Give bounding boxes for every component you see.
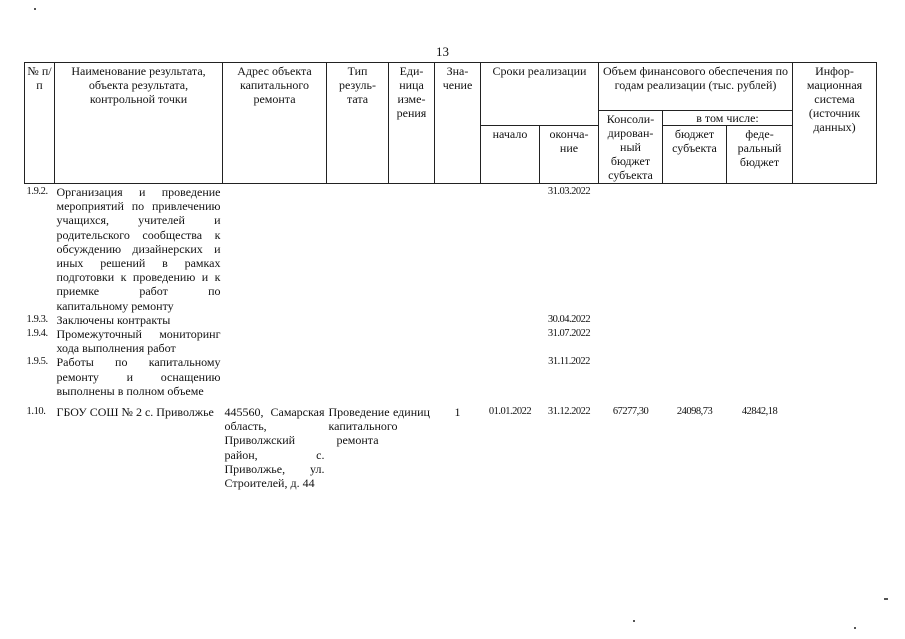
table-row [25, 184, 877, 313]
row-type [327, 313, 389, 327]
header-finance: Объем финансового обеспечения по годам реализации (тыс. рублей) [599, 63, 793, 111]
row-subject-budget: 24098,73 [676, 406, 713, 418]
row-num: 1.9.4. [26, 328, 48, 340]
row-federal-budget [727, 355, 793, 398]
row-address [223, 355, 327, 398]
row-type [327, 327, 389, 355]
header-including: в том числе: [663, 111, 793, 126]
row-subject-budget [663, 355, 727, 398]
row-value: 1 [454, 405, 461, 420]
row-address [223, 327, 327, 355]
header-terms: Сроки реализации [481, 63, 599, 126]
header-start: начало [481, 126, 540, 184]
row-start [481, 313, 540, 327]
row-info [793, 355, 877, 398]
header-value: Зна- чение [435, 63, 481, 184]
scan-speck [854, 627, 856, 629]
row-type: Проведение капитального ремонта [328, 405, 398, 448]
row-federal-budget [727, 313, 793, 327]
header-address: Адрес объекта капитального ремонта [223, 63, 327, 184]
row-start: 01.01.2022 [488, 406, 532, 418]
row-end: 31.11.2022 [548, 356, 590, 368]
page-number: 13 [436, 44, 449, 59]
row-type [327, 355, 389, 398]
table-row [25, 327, 877, 355]
header-end: оконча- ние [540, 126, 599, 184]
row-subject-budget [663, 327, 727, 355]
header-info: Инфор- мационная система (источник данных) [793, 63, 877, 184]
header-subject-budget: бюджет субъекта [663, 126, 727, 184]
row-consolidated [599, 313, 663, 327]
row-end: 31.07.2022 [547, 328, 591, 340]
row-address [223, 184, 327, 313]
row-unit: единиц [393, 405, 430, 420]
row-name: Промежуточный мониторинг хода выполнения работ [56, 327, 221, 356]
row-type [327, 184, 389, 313]
row-address: 445560, Самарская область, Приволжский район, с. Приволжье, ул. Строителей, д. 44 [224, 405, 325, 491]
row-federal-budget [727, 184, 793, 313]
row-unit [389, 313, 435, 327]
row-name: Организация и проведение мероприятий по привлечению учащихся, учителей и родительского сообщества к обсуждению дизайнерских и иных решений в рамках подготовки к проведению и к приемке работ по капитальному ремонту [56, 185, 221, 313]
row-federal-budget: 42842,18 [741, 406, 778, 418]
row-end: 31.12.2022 [547, 406, 591, 418]
table-row [25, 398, 877, 490]
results-table [24, 62, 877, 490]
row-subject-budget [663, 184, 727, 313]
row-unit [389, 184, 435, 313]
row-name: Работы по капитальному ремонту и оснащению выполнены в полном объеме [56, 355, 221, 398]
row-consolidated [599, 327, 663, 355]
scan-speck [884, 598, 888, 600]
row-num: 1.10. [26, 406, 46, 418]
row-end: 31.03.2022 [547, 186, 591, 197]
table-row [25, 313, 877, 327]
header-name: Наименование результата, объекта результата, контрольной точки [55, 63, 223, 184]
row-unit [389, 355, 435, 398]
row-num: 1.9.5. [26, 356, 48, 368]
row-name: ГБОУ СОШ № 2 с. Приволжье [56, 405, 214, 420]
scan-speck [633, 620, 635, 622]
row-info [793, 327, 877, 355]
row-unit [389, 327, 435, 355]
row-end: 30.04.2022 [547, 313, 591, 325]
row-info [793, 398, 877, 490]
table-row [25, 355, 877, 398]
row-start [481, 184, 540, 313]
row-start [481, 355, 540, 398]
row-federal-budget [727, 327, 793, 355]
row-info [793, 313, 877, 327]
header-type: Тип резуль- тата [327, 63, 389, 184]
table-header [25, 63, 877, 184]
row-consolidated [599, 184, 663, 313]
header-unit: Еди- ница изме- рения [389, 63, 435, 184]
row-address [223, 313, 327, 327]
row-name: Заключены контракты [56, 312, 171, 327]
row-value [435, 184, 481, 313]
row-consolidated: 67277,30 [612, 406, 649, 418]
row-info [793, 184, 877, 313]
row-subject-budget [663, 313, 727, 327]
header-num: № п/п [25, 63, 55, 184]
header-federal-budget: феде- ральный бюджет [727, 126, 793, 184]
row-consolidated [599, 355, 663, 398]
row-value [435, 355, 481, 398]
scan-speck [34, 8, 36, 10]
header-consolidated: Консоли- дирован- ный бюджет субъекта [599, 111, 663, 184]
table-body [25, 184, 877, 491]
row-value [435, 313, 481, 327]
row-value [435, 327, 481, 355]
row-num: 1.9.3. [26, 313, 48, 325]
row-start [481, 327, 540, 355]
row-num: 1.9.2. [26, 186, 48, 197]
